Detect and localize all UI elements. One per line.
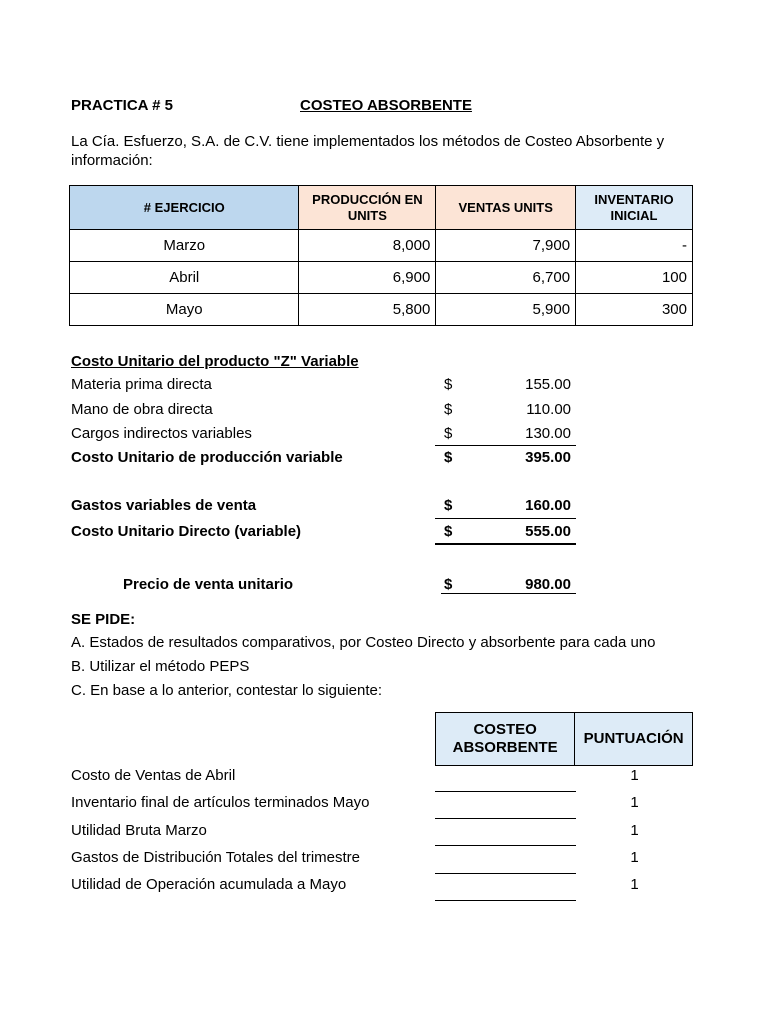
inventario-cell: 100 — [576, 262, 693, 294]
directo-label: Costo Unitario Directo (variable) — [71, 523, 302, 540]
sum-divider — [435, 518, 576, 519]
ventas-cell: 7,900 — [436, 230, 576, 262]
currency-sign: $ — [444, 449, 453, 466]
practice-number: PRACTICA # 5 — [71, 97, 173, 114]
precio-label: Precio de venta unitario — [123, 576, 294, 593]
question-label: Gastos de Distribución Totales del trimestre — [71, 849, 361, 866]
cost-value-mod: 110.00 — [526, 401, 571, 418]
inventario-cell: 300 — [576, 294, 693, 326]
question-score: 1 — [630, 849, 639, 866]
currency-sign: $ — [444, 497, 453, 514]
header-inventario: INVENTARIO INICIAL — [576, 186, 693, 230]
table-row — [70, 294, 693, 326]
question-score: 1 — [630, 822, 639, 839]
question-score: 1 — [630, 794, 639, 811]
se-pide-c: C. En base a lo anterior, contestar lo siguiente: — [71, 682, 383, 699]
costs-heading: Costo Unitario del producto "Z" Variable — [71, 353, 359, 370]
cost-value-mpd: 155.00 — [525, 376, 571, 393]
table-row — [70, 230, 693, 262]
total-double-divider — [435, 543, 576, 545]
page-title: COSTEO ABSORBENTE — [300, 97, 472, 114]
question-label: Inventario final de artículos terminados Mayo — [71, 794, 370, 811]
header-produccion: PRODUCCIÓN EN UNITS — [299, 186, 436, 230]
gastos-value: 160.00 — [525, 497, 571, 514]
currency-sign: $ — [444, 401, 453, 418]
cost-label-mod: Mano de obra directa — [71, 401, 213, 418]
month-cell: Mayo — [70, 294, 299, 326]
ventas-cell: 6,700 — [436, 262, 576, 294]
subtotal-label: Costo Unitario de producción variable — [71, 449, 343, 466]
answer-blank[interactable] — [435, 845, 576, 846]
subtotal-value: 395.00 — [525, 449, 571, 466]
question-label: Costo de Ventas de Abril — [71, 767, 236, 784]
answer-blank[interactable] — [435, 873, 576, 874]
question-score: 1 — [630, 876, 639, 893]
cost-value-civ: 130.00 — [525, 425, 571, 442]
header-puntuacion: PUNTUACIÓN — [575, 713, 693, 766]
answer-blank[interactable] — [435, 791, 576, 792]
precio-underline — [441, 593, 576, 594]
se-pide-b: B. Utilizar el método PEPS — [71, 658, 250, 675]
currency-sign: $ — [444, 425, 453, 442]
sum-divider — [435, 445, 576, 446]
currency-sign: $ — [444, 576, 453, 593]
month-cell: Marzo — [70, 230, 299, 262]
inventario-cell: - — [576, 230, 693, 262]
currency-sign: $ — [444, 523, 453, 540]
header-costeo-absorbente: COSTEO ABSORBENTE — [436, 713, 575, 766]
ventas-cell: 5,900 — [436, 294, 576, 326]
intro-line-1: La Cía. Esfuerzo, S.A. de C.V. tiene implementados los métodos de Costeo Absorbente y — [71, 133, 665, 150]
header-ventas: VENTAS UNITS — [436, 186, 576, 230]
question-label: Utilidad Bruta Marzo — [71, 822, 207, 839]
answer-blank[interactable] — [435, 900, 576, 901]
question-label: Utilidad de Operación acumulada a Mayo — [71, 876, 347, 893]
se-pide-heading: SE PIDE: — [71, 611, 136, 628]
answers-table-header — [435, 712, 693, 766]
produccion-cell: 5,800 — [299, 294, 436, 326]
currency-sign: $ — [444, 376, 453, 393]
produccion-cell: 6,900 — [299, 262, 436, 294]
production-table — [69, 185, 693, 326]
cost-label-mpd: Materia prima directa — [71, 376, 212, 393]
se-pide-a: A. Estados de resultados comparativos, por Costeo Directo y absorbente para cada uno — [71, 634, 656, 651]
directo-value: 555.00 — [525, 523, 571, 540]
cost-label-civ: Cargos indirectos variables — [71, 425, 252, 442]
gastos-label: Gastos variables de venta — [71, 497, 257, 514]
month-cell: Abril — [70, 262, 299, 294]
produccion-cell: 8,000 — [299, 230, 436, 262]
table-row — [70, 262, 693, 294]
intro-line-2: información: — [71, 152, 153, 169]
answer-blank[interactable] — [435, 818, 576, 819]
precio-value: 980.00 — [525, 576, 571, 593]
header-ejercicio: # EJERCICIO — [70, 186, 299, 230]
question-score: 1 — [630, 767, 639, 784]
